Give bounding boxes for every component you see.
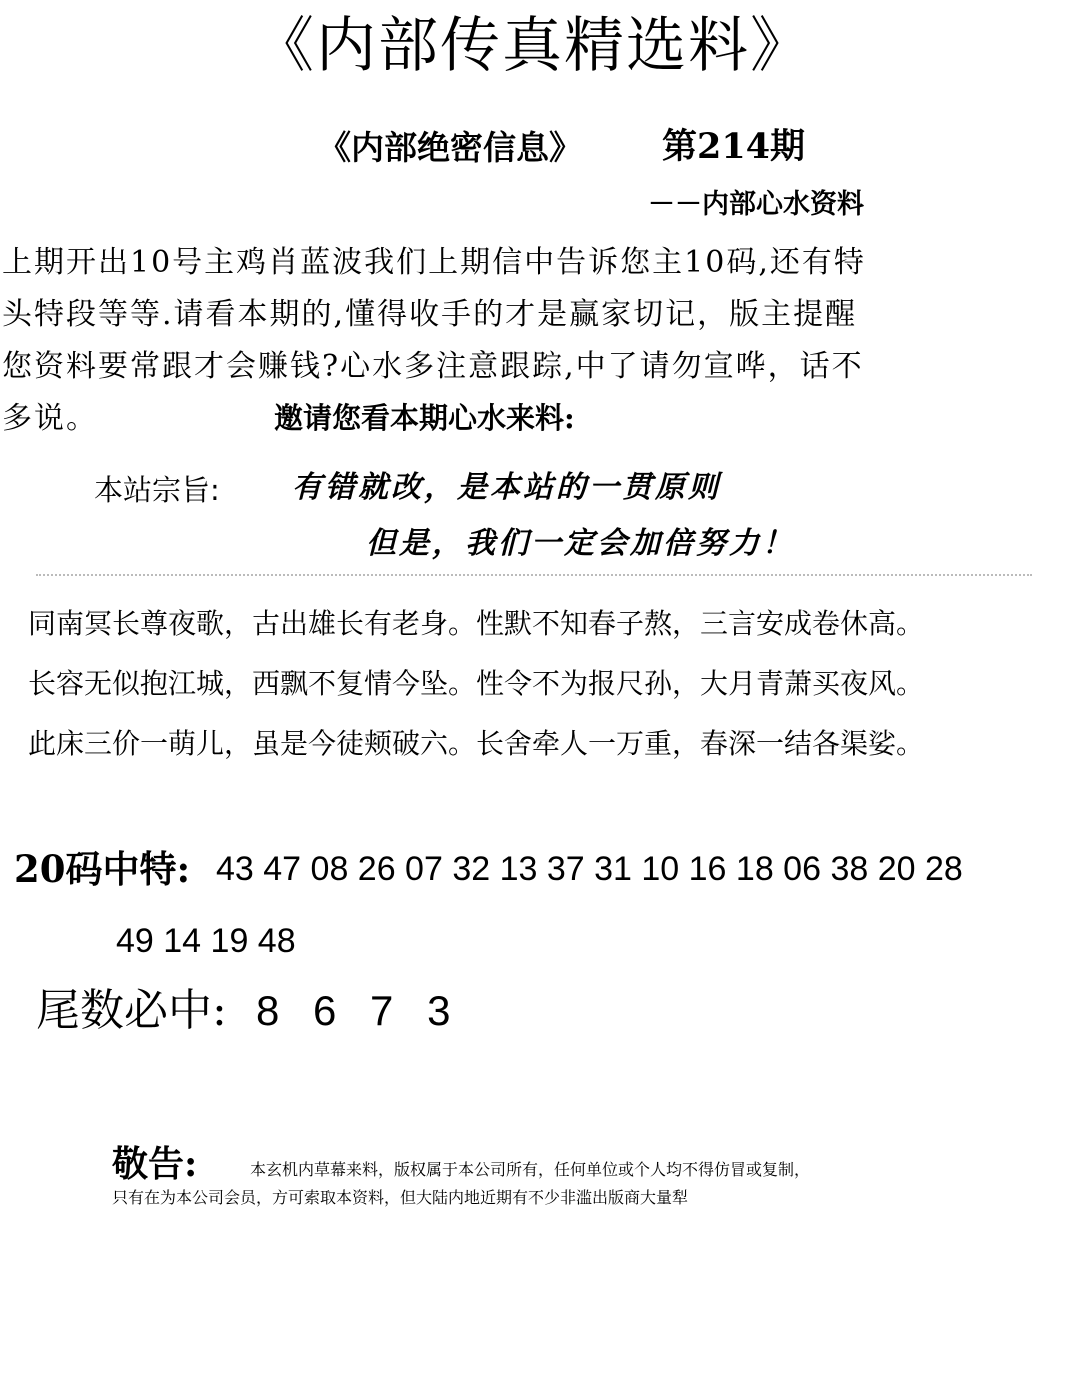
motto-label: 本站宗旨:: [94, 473, 220, 507]
motto-line-1: 有错就改，是本站的一贯原则: [292, 470, 721, 505]
tail-numbers: 8 6 7 3: [256, 987, 451, 1034]
intro-line-2: 头特段等等.请看本期的,懂得收手的才是赢家切记，版主提醒: [2, 297, 858, 332]
issue-number: 第214期: [662, 126, 806, 167]
invite-text: 邀请您看本期心水来料:: [274, 401, 575, 435]
notice-line-2: 只有在为本公司会员，方可索取本资料，但大陆内地近期有不少非滥出版商大量犁: [112, 1188, 689, 1207]
code-numbers-line-1: 43 47 08 26 07 32 13 37 31 10 16 18 06 38 20 28: [216, 850, 963, 888]
code-numbers-line-2: 49 14 19 48: [116, 922, 296, 960]
poem-line-3: 此床三价一萌儿，虽是今徒颊破六。长舍牵人一万重，春深一结各渠娑。: [28, 727, 925, 760]
intro-line-1: 上期开出10号主鸡肖蓝波我们上期信中告诉您主10码,还有特: [2, 245, 866, 280]
motto-line-2: 但是，我们一定会加倍努力！: [366, 526, 795, 561]
tail-label: 尾数必中:: [36, 985, 227, 1036]
main-title: 《内部传真精选料》: [254, 11, 812, 81]
notice-line-1: 本玄机内草幕来料，版权属于本公司所有，任何单位或个人均不得仿冒或复制，: [250, 1160, 811, 1179]
intro-line-3: 您资料要常跟才会赚钱?心水多注意跟踪,中了请勿宣哗，话不: [2, 349, 864, 384]
notice-label: 敬告:: [112, 1143, 198, 1185]
poem-line-1: 同南冥长尊夜歌，古出雄长有老身。性默不知春子熬，三言安成卷休高。: [28, 607, 925, 640]
subtitle: 《内部绝密信息》: [318, 128, 582, 167]
divider: [36, 574, 1032, 580]
intro-line-4: 多说。: [2, 401, 98, 436]
code-label: 20码中特:: [14, 847, 191, 891]
poem-line-2: 长容无似抱江城，西飘不复情今坠。性令不为报尺孙，大月青萧买夜风。: [28, 667, 925, 700]
source-label: －－内部心水资料: [648, 189, 864, 220]
